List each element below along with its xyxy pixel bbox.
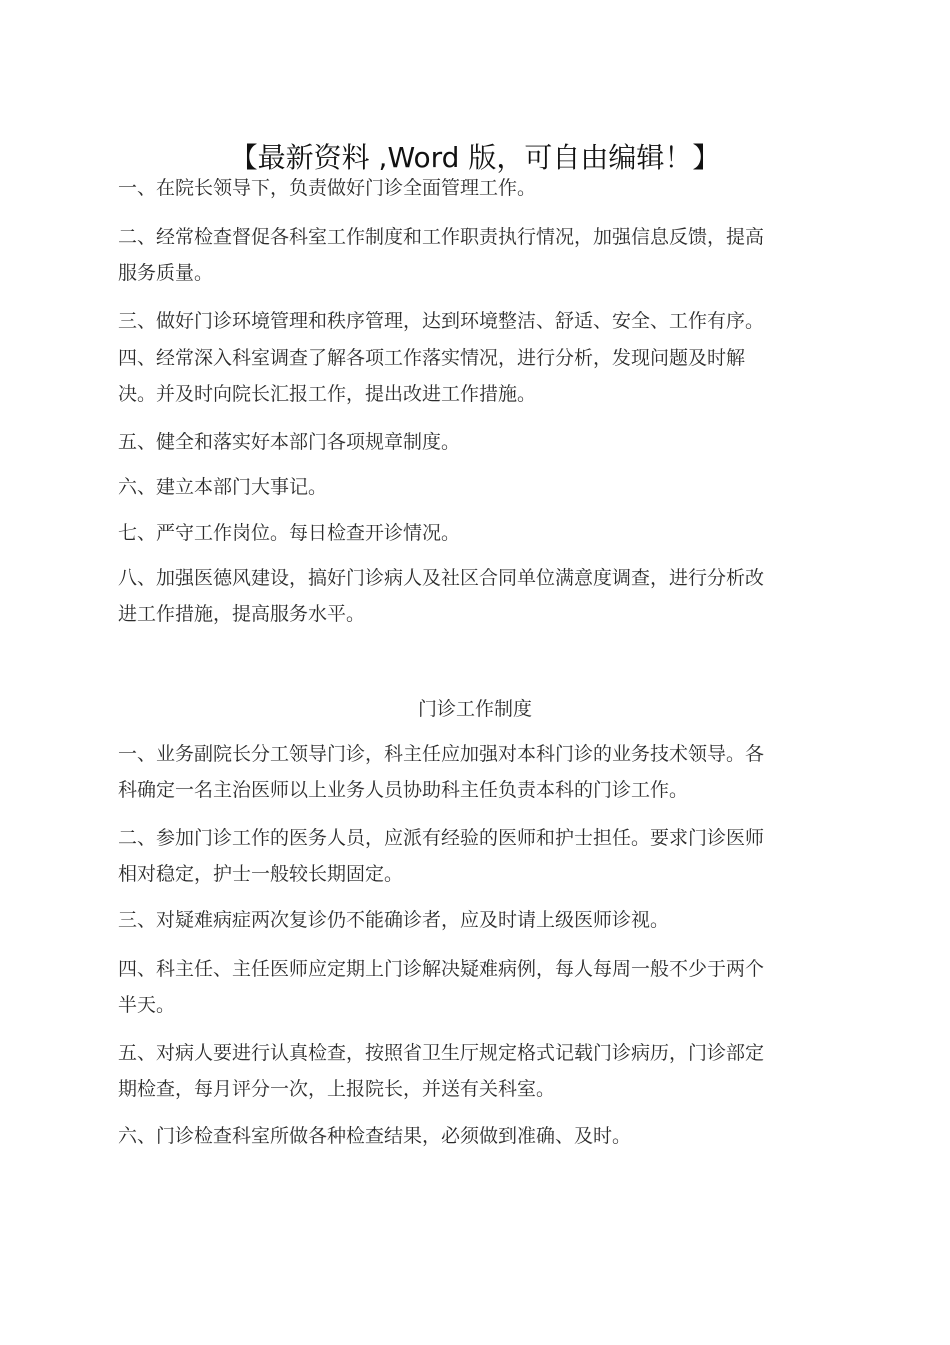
paragraph-line: 二、参加门诊工作的医务人员，应派有经验的医师和护士担任。要求门诊医师 <box>118 827 765 849</box>
paragraph-line: 六、门诊检查科室所做各种检查结果，必须做到准确、及时。 <box>118 1125 632 1147</box>
paragraph-line: 三、做好门诊环境管理和秩序管理，达到环境整洁、舒适、安全、工作有序。 <box>118 310 765 332</box>
paragraph-line: 半天。 <box>118 994 176 1016</box>
paragraph-line: 一、在院长领导下，负责做好门诊全面管理工作。 <box>118 177 537 199</box>
paragraph-line: 进工作措施，提高服务水平。 <box>118 603 366 625</box>
duty-paragraph-6 <box>118 469 768 505</box>
paragraph-line: 决。并及时向院长汇报工作，提出改进工作措施。 <box>118 383 537 405</box>
rule-paragraph-2 <box>118 820 768 892</box>
paragraph-line: 六、建立本部门大事记。 <box>118 476 328 498</box>
paragraph-line: 期检查，每月评分一次，上报院长，并送有关科室。 <box>118 1078 556 1100</box>
rule-paragraph-1 <box>118 736 768 808</box>
duty-paragraph-5 <box>118 424 768 460</box>
paragraph-line: 三、对疑难病症两次复诊仍不能确诊者，应及时请上级医师诊视。 <box>118 909 670 931</box>
page-title: 【最新资料 ,Word 版，可自由编辑！】 <box>229 141 721 174</box>
duty-paragraph-4 <box>118 340 768 412</box>
paragraph-line: 二、经常检查督促各科室工作制度和工作职责执行情况，加强信息反馈，提高 <box>118 226 765 248</box>
rule-paragraph-4 <box>118 951 768 1023</box>
section-title: 门诊工作制度 <box>417 698 532 720</box>
paragraph-line: 科确定一名主治医师以上业务人员协助科主任负责本科的门诊工作。 <box>118 779 689 801</box>
duty-paragraph-8 <box>118 560 768 632</box>
paragraph-line: 服务质量。 <box>118 262 214 284</box>
paragraph-line: 八、加强医德风建设，搞好门诊病人及社区合同单位满意度调查，进行分析改 <box>118 567 765 589</box>
duty-paragraph-7 <box>118 515 768 551</box>
paragraph-line: 四、经常深入科室调查了解各项工作落实情况，进行分析，发现问题及时解 <box>118 347 746 369</box>
paragraph-line: 五、对病人要进行认真检查，按照省卫生厅规定格式记载门诊病历，门诊部定 <box>118 1042 765 1064</box>
rule-paragraph-3 <box>118 902 768 938</box>
paragraph-line: 一、业务副院长分工领导门诊，科主任应加强对本科门诊的业务技术领导。各 <box>118 743 765 765</box>
duty-paragraph-3 <box>118 303 768 339</box>
paragraph-line: 五、健全和落实好本部门各项规章制度。 <box>118 431 461 453</box>
rule-paragraph-6 <box>118 1118 768 1154</box>
paragraph-line: 四、科主任、主任医师应定期上门诊解决疑难病例，每人每周一般不少于两个 <box>118 958 765 980</box>
duty-paragraph-2 <box>118 219 768 291</box>
paragraph-line: 相对稳定，护士一般较长期固定。 <box>118 863 404 885</box>
duty-paragraph-1 <box>118 170 768 206</box>
paragraph-line: 七、严守工作岗位。每日检查开诊情况。 <box>118 522 461 544</box>
rule-paragraph-5 <box>118 1035 768 1107</box>
